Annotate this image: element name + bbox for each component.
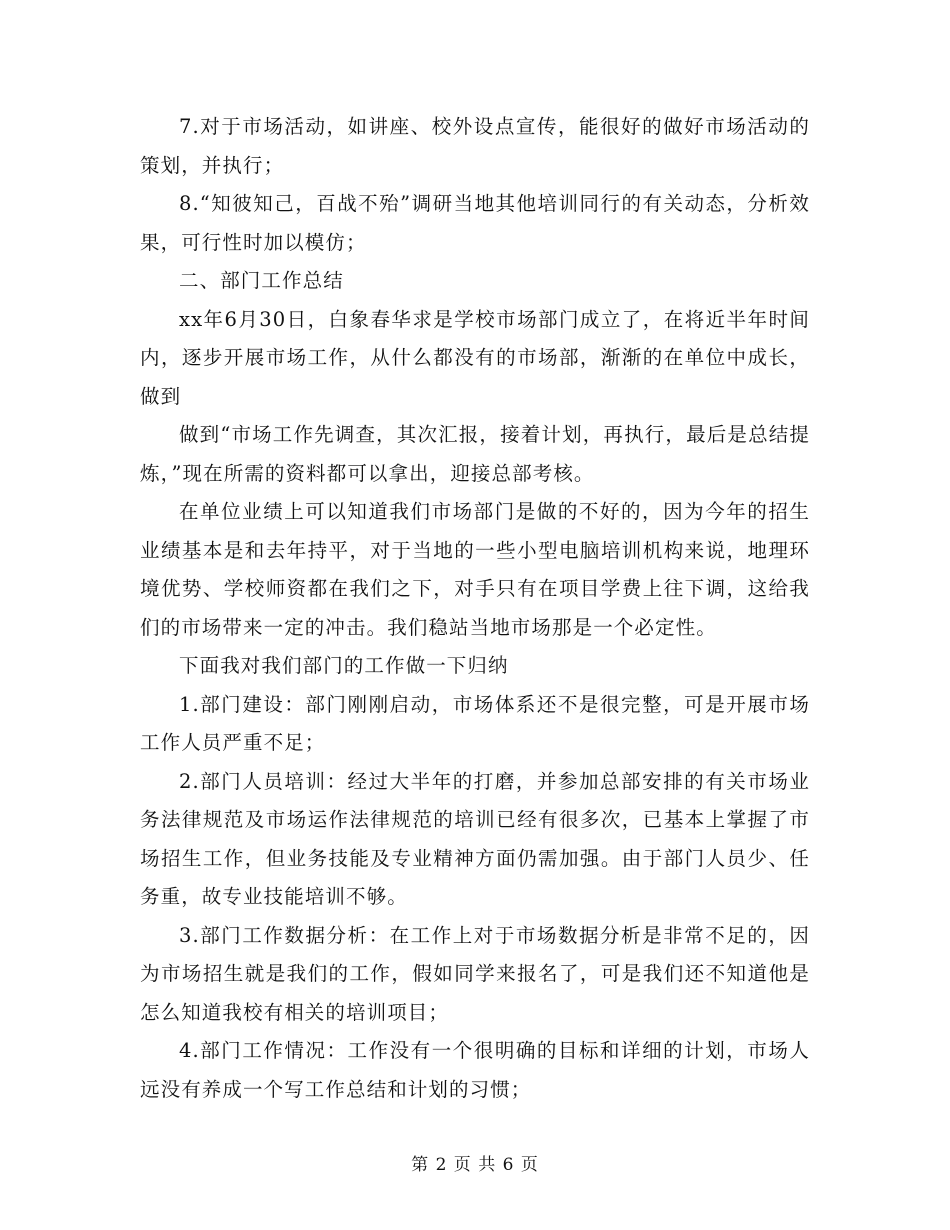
page-footer: 第 2 页 共 6 页 xyxy=(411,1155,539,1175)
paragraph: xx年6月30日，白象春华求是学校市场部门成立了，在将近半年时间内，逐步开展市场工作，从什么都没有的市场部，渐渐的在单位中成长，做到 xyxy=(140,307,810,408)
paragraph-item-7: 7.对于市场活动，如讲座、校外设点宣传，能很好的做好市场活动的策划，并执行； xyxy=(140,115,810,177)
list-item: 1.部门建设：部门刚刚启动，市场体系还不是很完整，可是开展市场工作人员严重不足； xyxy=(140,692,810,754)
paragraph-intro: 下面我对我们部门的工作做一下归纳 xyxy=(179,654,509,677)
list-item: 4.部门工作情况：工作没有一个很明确的目标和详细的计划，市场人远没有养成一个写工作总结和计划的习惯； xyxy=(140,1039,810,1101)
paragraph: 做到“市场工作先调查，其次汇报，接着计划，再执行，最后是总结提炼，”现在所需的资料都可以拿出，迎接总部考核。 xyxy=(140,423,810,485)
list-item: 2.部门人员培训：经过大半年的打磨，并参加总部安排的有关市场业务法律规范及市场运作法律规范的培训已经有很多次，已基本上掌握了市场招生工作，但业务技能及专业精神方面仍需加强。由于部门人员少、任务重，故专业技能培训不够。 xyxy=(140,769,810,908)
section-heading: 二、部门工作总结 xyxy=(179,269,344,292)
document-body xyxy=(140,108,810,1109)
paragraph: 在单位业绩上可以知道我们市场部门是做的不好的，因为今年的招生业绩基本是和去年持平，对于当地的一些小型电脑培训机构来说，地理环境优势、学校师资都在我们之下，对手只有在项目学费上往下调，这给我们的市场带来一定的冲击。我们稳站当地市场那是一个必定性。 xyxy=(140,500,810,639)
list-item: 3.部门工作数据分析：在工作上对于市场数据分析是非常不足的，因为市场招生就是我们的工作，假如同学来报名了，可是我们还不知道他是怎么知道我校有相关的培训项目； xyxy=(140,923,810,1024)
paragraph-item-8: 8.“知彼知己，百战不殆”调研当地其他培训同行的有关动态，分析效果，可行性时加以模仿； xyxy=(140,192,810,254)
